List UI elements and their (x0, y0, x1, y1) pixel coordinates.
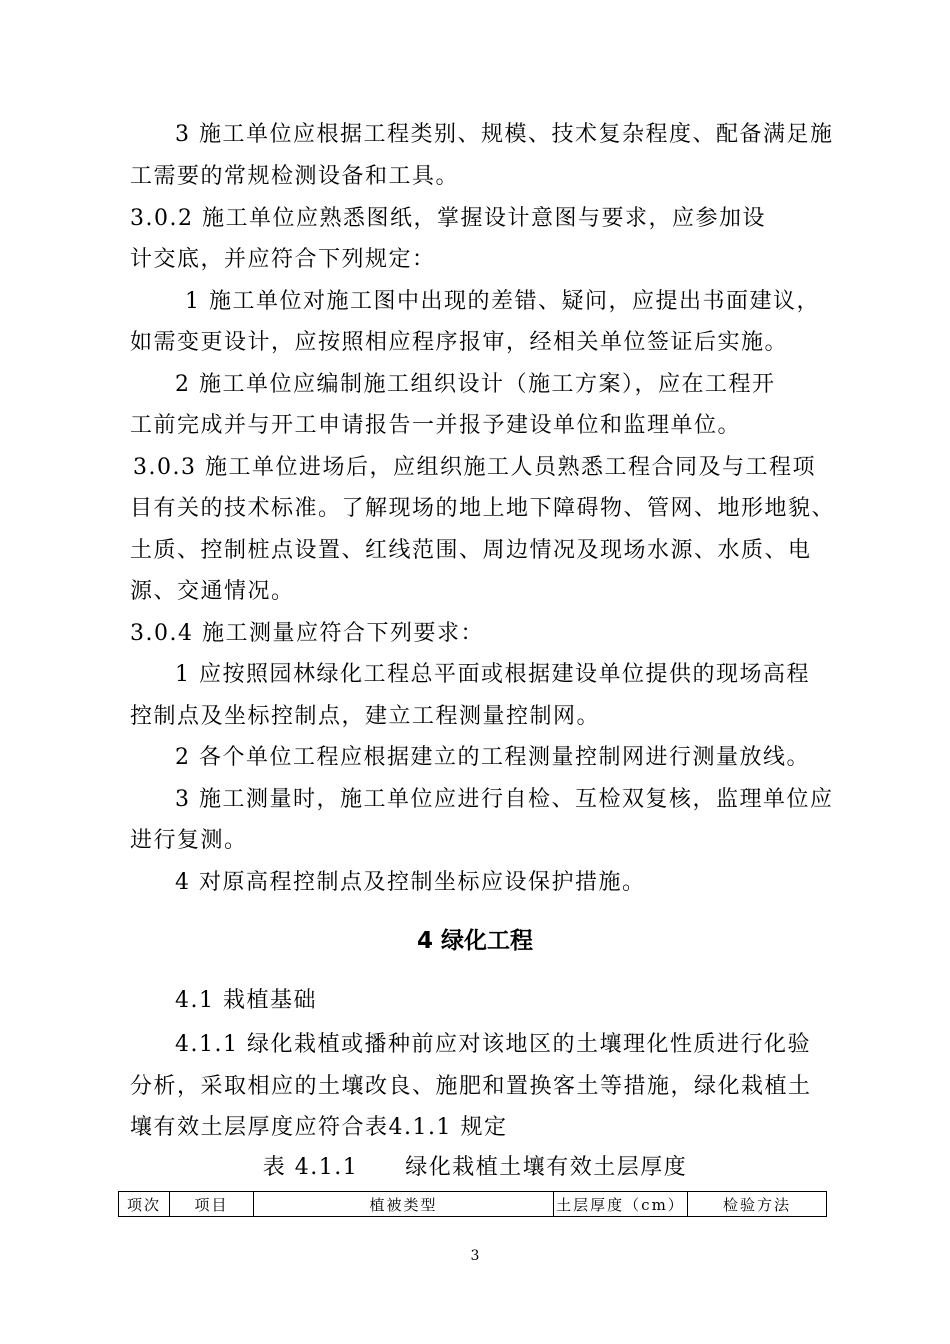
text-line: 目有关的技术标准。了解现场的地上地下障碍物、管网、地形地貌、 (130, 496, 836, 521)
text-line: 控制点及坐标控制点，建立工程测量控制网。 (130, 704, 601, 729)
text-line: 2 各个单位工程应根据建立的工程测量控制网进行测量放线。 (175, 745, 810, 770)
header-cell-inspection-method: 检验方法 (688, 1192, 827, 1217)
text-line: 土质、控制桩点设置、红线范围、周边情况及现场水源、水质、电 (130, 538, 812, 563)
text-line: 3.0.2 施工单位应熟悉图纸，掌握设计意图与要求，应参加设 (130, 206, 766, 231)
text-line: 3 施工测量时，施工单位应进行自检、互检双复核，监理单位应 (175, 787, 834, 812)
text-line: 源、交通情况。 (130, 579, 295, 604)
header-cell-soil-thickness: 土层厚度（cm） (554, 1192, 688, 1217)
text-line: 如需变更设计，应按照相应程序报审，经相关单位签证后实施。 (130, 330, 789, 355)
soil-thickness-table (118, 1191, 827, 1217)
text-line: 工前完成并与开工申请报告一并报予建设单位和监理单位。 (130, 413, 742, 438)
page-number: 3 (470, 1248, 480, 1264)
text-line: 1 施工单位对施工图中出现的差错、疑问，应提出书面建议， (185, 289, 820, 314)
text-line: 分析，采取相应的土壤改良、施肥和置换客土等措施，绿化栽植土 (130, 1074, 812, 1099)
text-line: 4 对原高程控制点及控制坐标应设保护措施。 (175, 870, 646, 895)
chapter-heading: 4 绿化工程 (416, 928, 533, 954)
text-line: 3 施工单位应根据工程类别、规模、技术复杂程度、配备满足施 (175, 122, 834, 147)
text-line: 计交底，并应符合下列规定： (130, 247, 436, 272)
text-line: 进行复测。 (130, 828, 248, 853)
text-line: 壤有效土层厚度应符合表4.1.1 规定 (130, 1115, 508, 1140)
text-line: 1 应按照园林绿化工程总平面或根据建设单位提供的现场高程 (175, 662, 810, 687)
table-caption: 表 4.1.1 绿化栽植土壤有效土层厚度 (262, 1155, 688, 1180)
text-line: 3.0.4 施工测量应符合下列要求： (130, 621, 484, 646)
text-line: 4.1 栽植基础 (175, 988, 317, 1013)
text-line: 工需要的常规检测设备和工具。 (130, 164, 460, 189)
text-line: 4.1.1 绿化栽植或播种前应对该地区的土壤理化性质进行化验 (175, 1032, 811, 1057)
table-header-row (119, 1192, 827, 1217)
text-line: 2 施工单位应编制施工组织设计（施工方案），应在工程开 (175, 372, 776, 397)
header-cell-item: 项目 (170, 1192, 254, 1217)
header-cell-vegetation-type: 植被类型 (254, 1192, 554, 1217)
text-line: 3.0.3 施工单位进场后，应组织施工人员熟悉工程合同及与工程项 (133, 455, 816, 480)
header-cell-index: 项次 (119, 1192, 170, 1217)
